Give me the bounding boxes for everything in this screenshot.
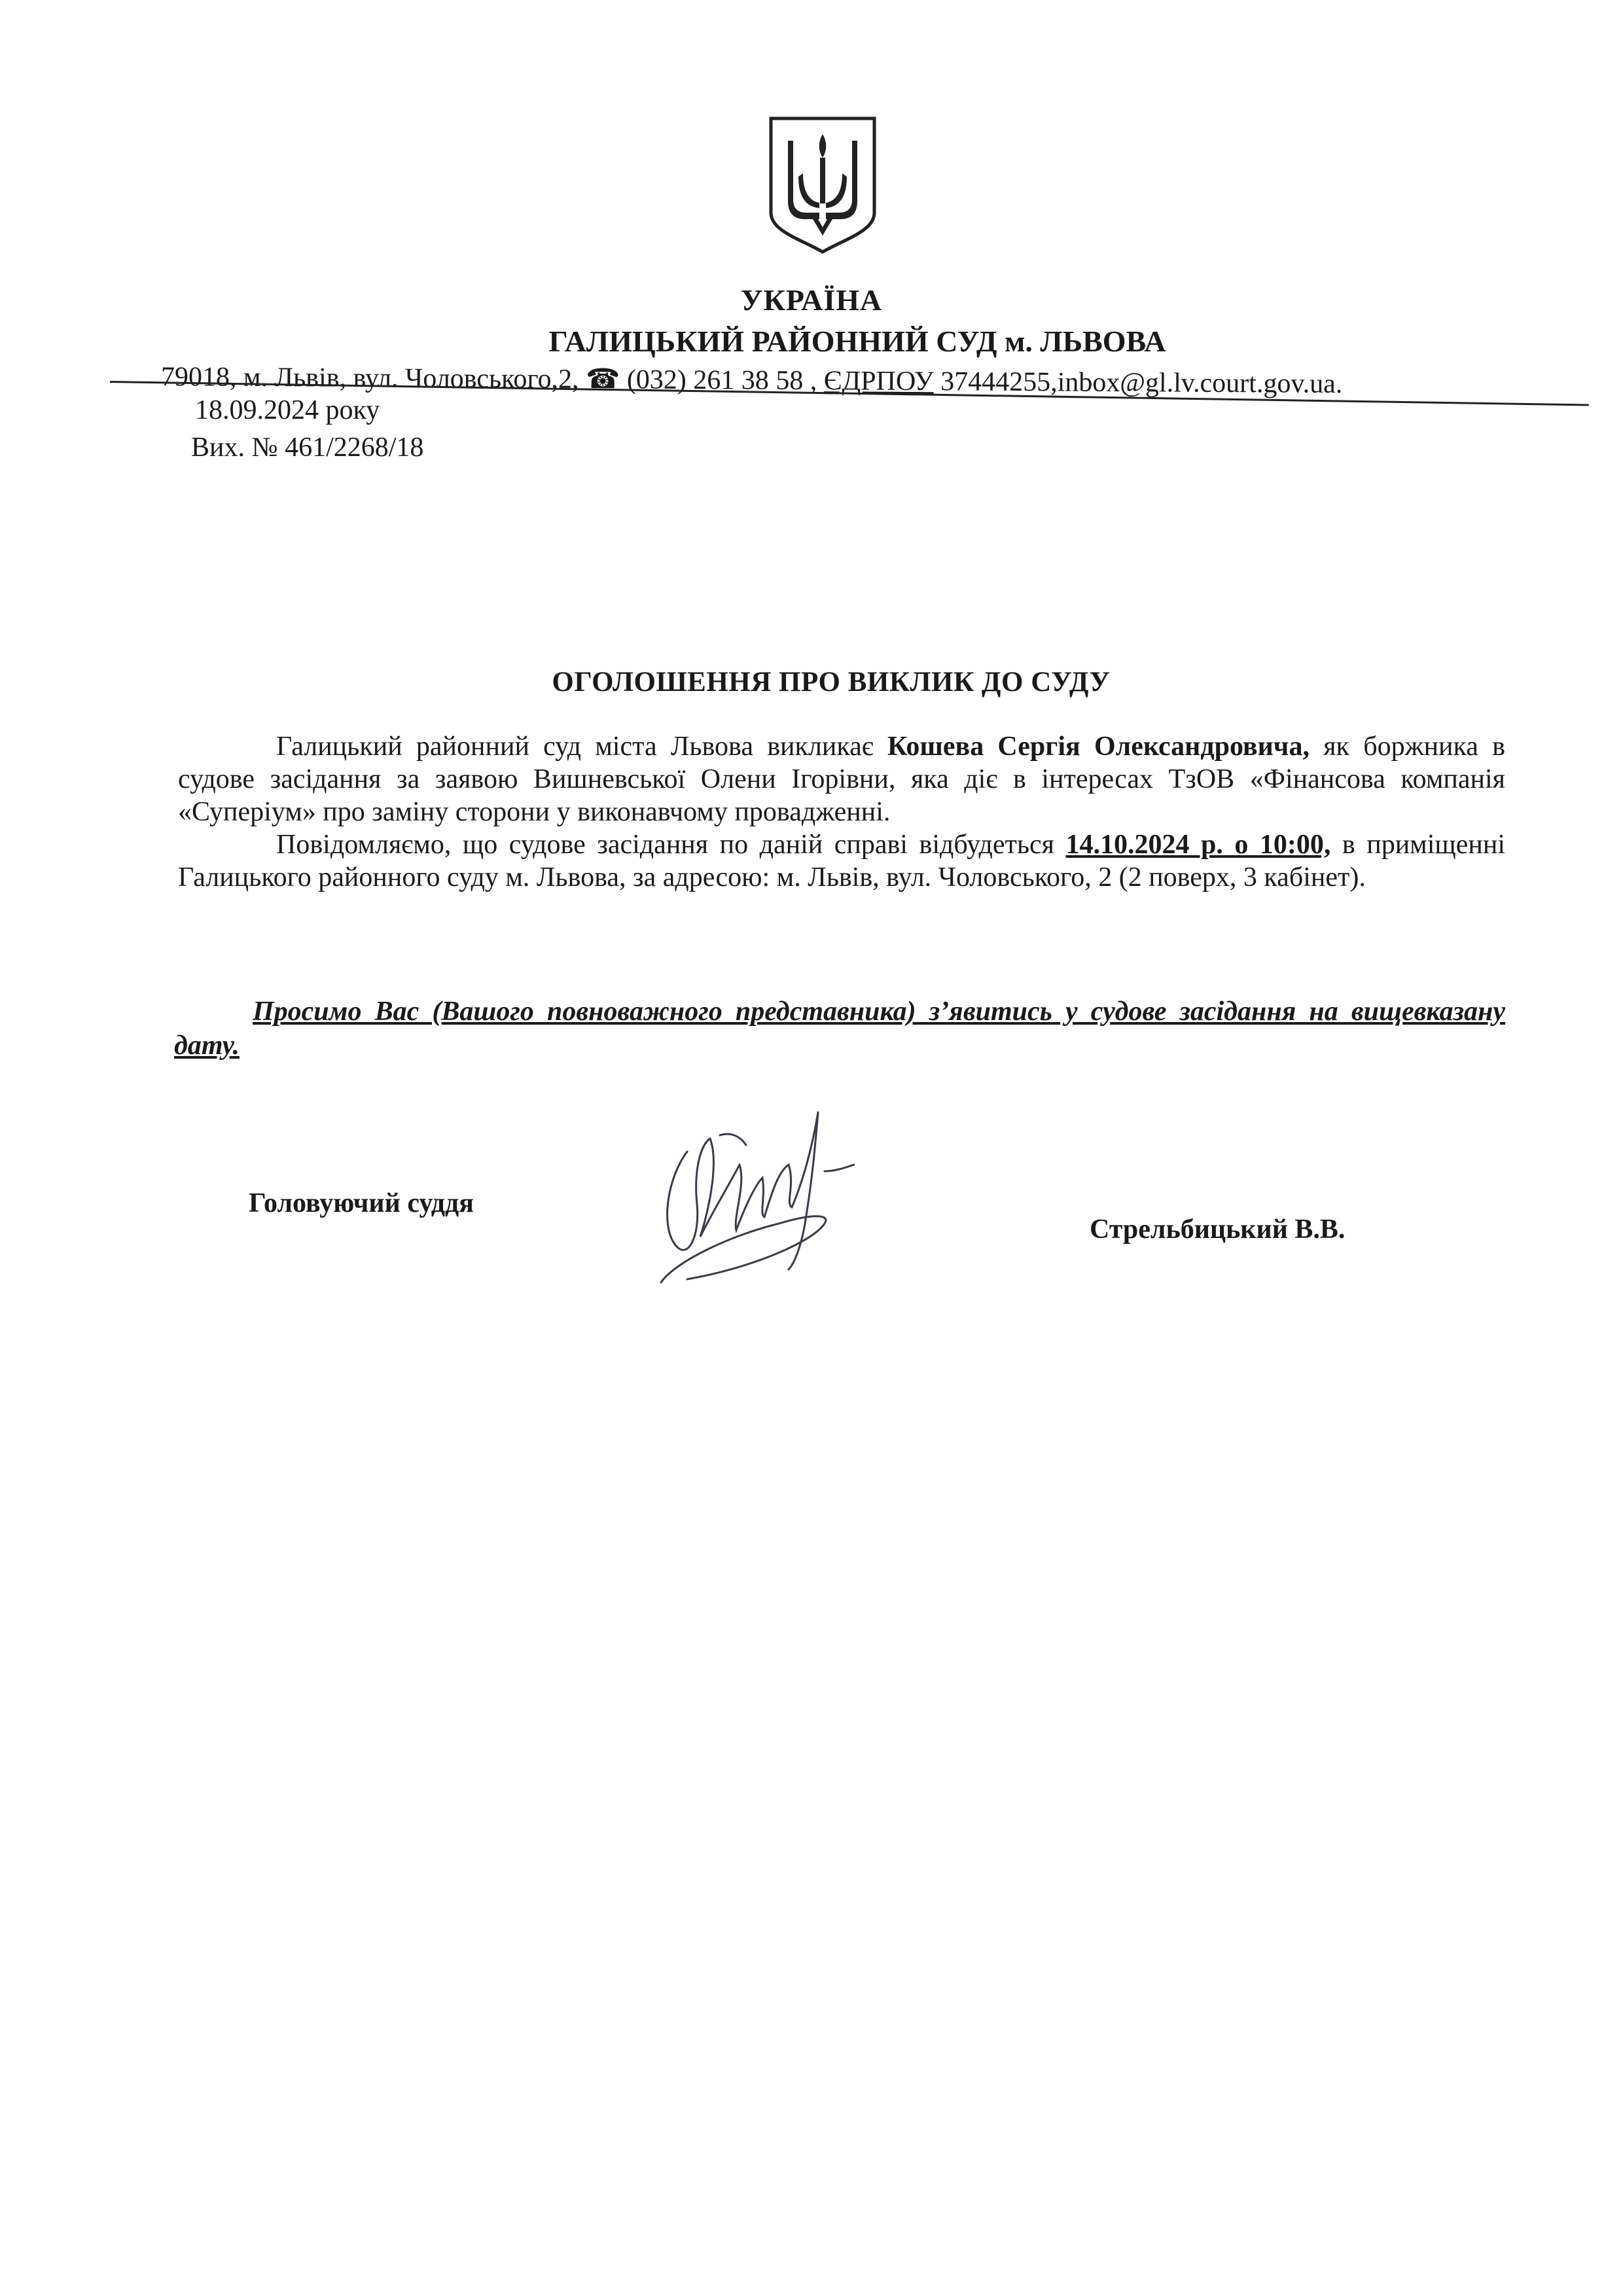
telephone-icon: ☎ [585, 364, 620, 395]
judge-name: Стрельбицький В.В. [1090, 1214, 1346, 1245]
document-date: 18.09.2024 року [195, 395, 380, 425]
summons-text-end: як боржника в судове засідання за заявою Вишневської Олени Ігорівни, яка діє в інтересах ТзОВ «Фінансова компанія «Суперіум» про заміну сторони у виконавчому провадженні. [178, 732, 1506, 827]
contact-line [161, 360, 1343, 400]
judge-role: Головуючий суддя [249, 1188, 474, 1218]
court-address: 79018, м. Львів, вул. Чоловського,2, [160, 362, 579, 395]
hearing-text-start: Повідомляємо, що судове засідання по даній справі відбудеться [276, 830, 1054, 860]
summons-text-start: Галицький районний суд міста Львова викликає [276, 732, 874, 762]
notice-body [178, 730, 1505, 894]
edrpou-label: ЄДРПОУ [823, 366, 934, 397]
notice-title: ОГОЛОШЕННЯ ПРО ВИКЛИК ДО СУДУ [552, 667, 1111, 698]
paragraph-summons [178, 730, 1505, 828]
appearance-request: Просимо Вас (Вашого повноважного представника) з’явитись у судове засідання на вищевказану дату. [174, 997, 1505, 1061]
outgoing-number: Вих. № 461/2268/18 [191, 433, 424, 463]
paragraph-hearing [178, 828, 1505, 894]
court-name: ГАЛИЦЬКИЙ РАЙОННИЙ СУД м. ЛЬВОВА [548, 325, 1166, 358]
hearing-datetime: 14.10.2024 р. о 10:00, [1065, 830, 1331, 860]
court-phone: (032) 261 38 58 , [626, 364, 817, 397]
defendant-name: Кошева Сергія Олександровича, [887, 732, 1310, 762]
hearing-text-end: в приміщенні Галицького районного суду м. Львова, за адресою: м. Львів, вул. Чоловського, 2 (2 поверх, 3 кабінет). [178, 830, 1506, 892]
trident-icon [767, 115, 878, 255]
edrpou-email: 37444255,inbox@gl.lv.court.gov.ua. [940, 366, 1343, 400]
handwritten-signature [648, 1073, 870, 1309]
country-heading: УКРАЇНА [740, 283, 883, 317]
